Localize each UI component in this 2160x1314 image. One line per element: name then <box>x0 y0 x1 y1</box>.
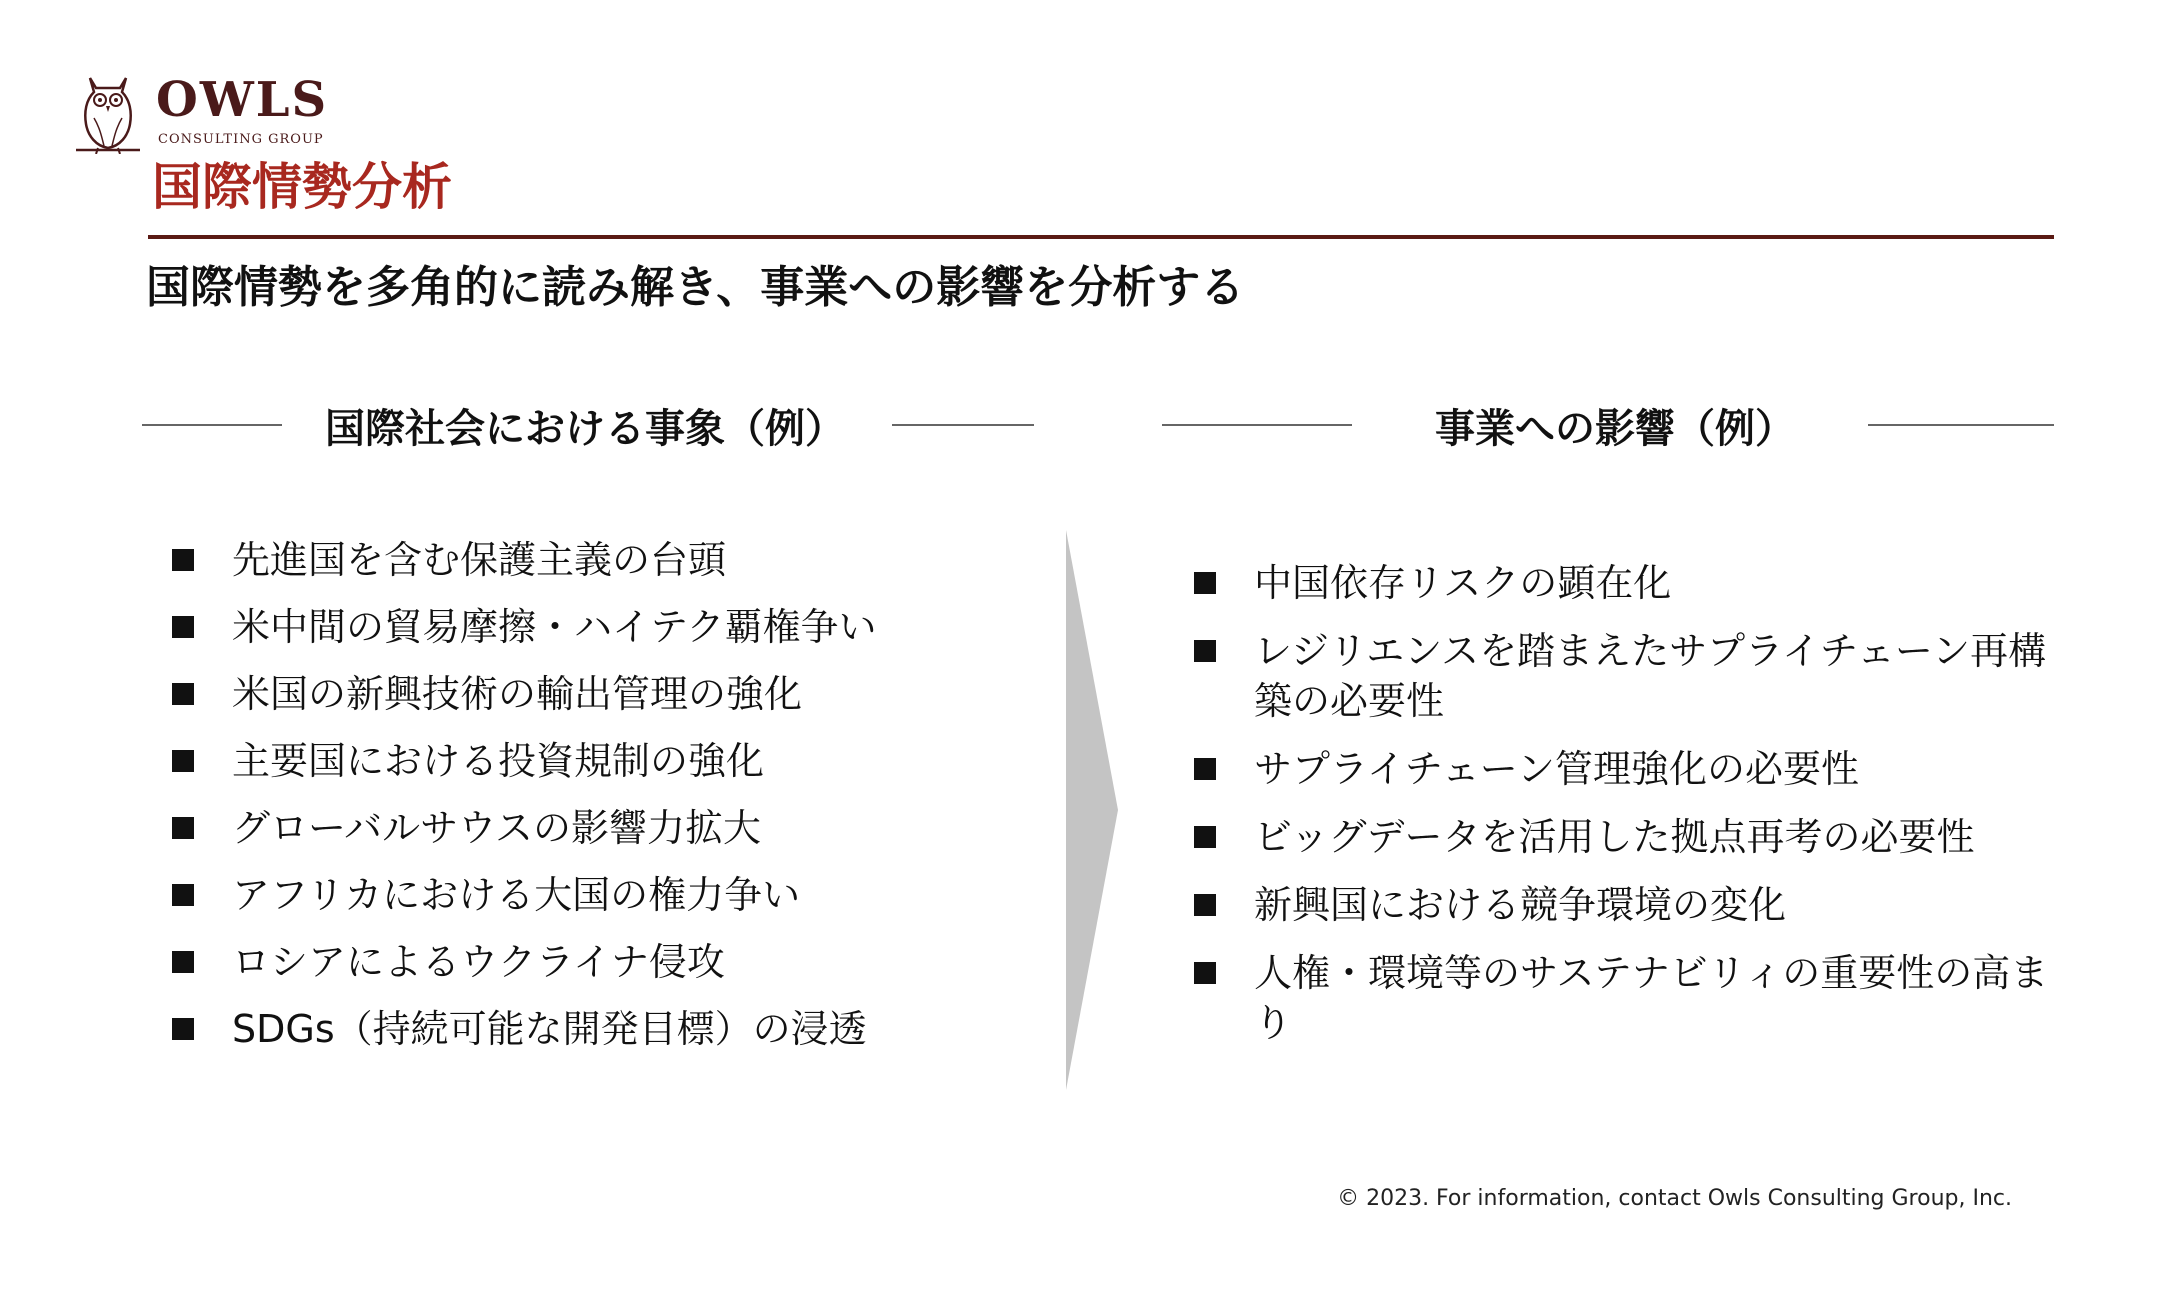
list-item-text: アフリカにおける大国の権力争い <box>232 873 801 917</box>
list-item-text: 主要国における投資規制の強化 <box>232 739 765 783</box>
right-heading-line-right <box>1868 424 2054 426</box>
square-bullet-icon <box>1194 894 1216 916</box>
square-bullet-icon <box>172 616 194 638</box>
list-item <box>1194 880 2074 930</box>
logo-brand: OWLS <box>156 72 329 128</box>
title-divider <box>148 235 2054 239</box>
list-item-text: グローバルサウスの影響力拡大 <box>232 806 761 850</box>
square-bullet-icon <box>172 683 194 705</box>
list-item-text: サプライチェーン管理強化の必要性 <box>1254 747 1859 791</box>
list-item <box>172 736 1052 786</box>
list-item <box>1194 744 2074 794</box>
square-bullet-icon <box>1194 962 1216 984</box>
impacts-list <box>1194 558 2074 1066</box>
list-item-text: 先進国を含む保護主義の台頭 <box>232 538 727 582</box>
left-heading-line-right <box>892 424 1034 426</box>
list-item-text: レジリエンスを踏まえたサプライチェーン再構築の必要性 <box>1254 629 2047 723</box>
list-item <box>172 602 1052 652</box>
list-item <box>172 535 1052 585</box>
right-heading-line-left <box>1162 424 1352 426</box>
list-item-text: 新興国における競争環境の変化 <box>1254 883 1787 927</box>
list-item-text: ビッグデータを活用した拠点再考の必要性 <box>1254 815 1975 859</box>
chevron-right-icon <box>1066 530 1118 1090</box>
list-item-text: 米国の新興技術の輸出管理の強化 <box>232 672 803 716</box>
left-column-heading <box>300 398 870 452</box>
list-item <box>1194 812 2074 862</box>
square-bullet-icon <box>172 549 194 571</box>
list-item <box>1194 626 2054 726</box>
list-item <box>1194 948 2054 1048</box>
list-item-text: 人権・環境等のサステナビリィの重要性の高まり <box>1254 951 2049 1045</box>
left-heading-line-left <box>142 424 282 426</box>
logo-tagline: CONSULTING GROUP <box>158 132 324 147</box>
list-item-text: ロシアによるウクライナ侵攻 <box>232 940 725 984</box>
list-item-text: 中国依存リスクの顕在化 <box>1254 561 1672 605</box>
right-column-heading <box>1370 398 1860 452</box>
square-bullet-icon <box>172 884 194 906</box>
square-bullet-icon <box>1194 826 1216 848</box>
company-logo <box>72 68 342 158</box>
list-item-text: SDGs（持続可能な開発目標）の浸透 <box>232 1007 867 1051</box>
list-item <box>172 870 1052 920</box>
square-bullet-icon <box>172 750 194 772</box>
square-bullet-icon <box>172 817 194 839</box>
square-bullet-icon <box>1194 758 1216 780</box>
right-column-heading-text: 事業への影響（例） <box>1435 405 1795 452</box>
list-item <box>172 937 1052 987</box>
list-item <box>1194 558 2074 608</box>
copyright-footer: © 2023. For information, contact Owls Consulting Group, Inc. <box>1337 1186 2012 1211</box>
left-column-heading-text: 国際社会における事象（例） <box>325 405 845 452</box>
list-item <box>172 1004 1052 1054</box>
list-item-text: 米中間の貿易摩擦・ハイテク覇権争い <box>232 605 877 649</box>
list-item <box>172 669 1052 719</box>
square-bullet-icon <box>1194 640 1216 662</box>
page-subtitle: 国際情勢を多角的に読み解き、事業への影響を分析する <box>146 262 1245 313</box>
square-bullet-icon <box>1194 572 1216 594</box>
events-list <box>172 535 1052 1071</box>
list-item <box>172 803 1052 853</box>
owl-icon <box>72 68 144 154</box>
square-bullet-icon <box>172 1018 194 1040</box>
square-bullet-icon <box>172 951 194 973</box>
page-title: 国際情勢分析 <box>152 158 452 216</box>
